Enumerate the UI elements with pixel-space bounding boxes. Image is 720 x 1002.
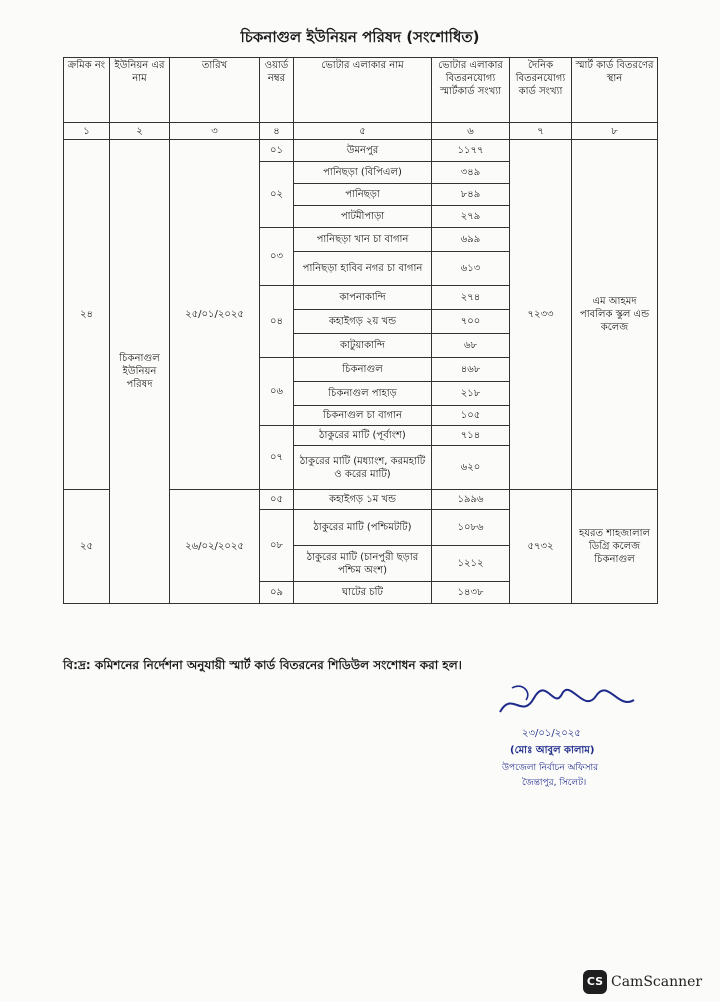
header-ward: ওয়ার্ড নম্বর (260, 58, 294, 123)
table-row (64, 140, 658, 162)
daily-count-cell: ৭২৩৩ (510, 140, 572, 490)
ward-cell: ০৬ (260, 358, 294, 426)
area-count: ৭১৪ (432, 426, 510, 446)
place-cell: হযরত শাহজালাল ডিগ্রি কলেজ চিকনাগুল (572, 490, 658, 604)
ward-cell: ০৯ (260, 582, 294, 604)
area-count: ৪৬৮ (432, 358, 510, 382)
area-name: উমনপুর (294, 140, 432, 162)
officer-place: জৈন্তাপুর, সিলেট। (522, 778, 587, 788)
header-daily: দৈনিক বিতরনযোগ্য কার্ড সংখ্যা (510, 58, 572, 123)
ward-cell: ০২ (260, 162, 294, 228)
area-name: পানিছড়া (294, 184, 432, 206)
area-name: কহাইগড় ১ম খন্ড (294, 490, 432, 510)
area-name: পাটমীপাড়া (294, 206, 432, 228)
camscanner-label: CamScanner (611, 974, 703, 990)
area-count: ১২১২ (432, 546, 510, 582)
area-name: চিকনাগুল পাহাড় (294, 382, 432, 406)
serial-cell: ২৫ (64, 490, 110, 604)
area-count: ১০৫ (432, 406, 510, 426)
daily-count-cell: ৫৭৩২ (510, 490, 572, 604)
header-place: স্মার্ট কার্ড বিতরণের স্থান (572, 58, 658, 123)
area-count: ৬১৩ (432, 252, 510, 286)
ward-cell: ০৪ (260, 286, 294, 358)
header-area: ভোটার এলাকার নাম (294, 58, 432, 123)
ward-cell: ০৩ (260, 228, 294, 286)
area-count: ৭০০ (432, 310, 510, 334)
area-name: ঘাটের চটি (294, 582, 432, 604)
col-num: ৩ (170, 123, 260, 140)
col-num: ৮ (572, 123, 658, 140)
area-name: চিকনাগুল চা বাগান (294, 406, 432, 426)
area-count: ৬৯৯ (432, 228, 510, 252)
col-num: ১ (64, 123, 110, 140)
header-row (64, 58, 658, 123)
officer-name: (মোঃ আবুল কালাম) (510, 745, 595, 756)
signature-scribble (492, 680, 642, 726)
page-title: চিকনাগুল ইউনিয়ন পরিষদ (সংশোধিত) (240, 28, 480, 46)
area-count: ১৯৯৬ (432, 490, 510, 510)
signature-date: ২৩/০১/২০২৫ (522, 728, 581, 739)
area-count: ১১৭৭ (432, 140, 510, 162)
area-count: ২৭৯ (432, 206, 510, 228)
area-name: পানিছড়া হাবিব নগর চা বাগান (294, 252, 432, 286)
area-name: ঠাকুরের মাটি (পূর্বাংশ) (294, 426, 432, 446)
schedule-table (63, 57, 658, 604)
area-name: কাটুয়াকান্দি (294, 334, 432, 358)
union-cell: চিকনাগুল ইউনিয়ন পরিষদ (110, 140, 170, 604)
header-card-count: ভোটার এলাকার বিতরনযোগ্য স্মার্টকার্ড সংখ্যা (432, 58, 510, 123)
column-number-row (64, 123, 658, 140)
col-num: ৭ (510, 123, 572, 140)
ward-cell: ০৮ (260, 510, 294, 582)
area-count: ১৪৩৮ (432, 582, 510, 604)
area-name: পানিছড়া (বিপিএল) (294, 162, 432, 184)
ward-cell: ০৫ (260, 490, 294, 510)
officer-designation: উপজেলা নির্বাচন অফিসার (502, 763, 599, 773)
serial-cell: ২৪ (64, 140, 110, 490)
place-cell: এম আহমদ পাবলিক স্কুল এন্ড কলেজ (572, 140, 658, 490)
area-name: ঠাকুরের মাটি (চানপুরী ছড়ার পশ্চিম অংশ) (294, 546, 432, 582)
area-count: ৬২০ (432, 446, 510, 490)
date-cell: ২৬/০২/২০২৫ (170, 490, 260, 604)
header-union: ইউনিয়ন এর নাম (110, 58, 170, 123)
camscanner-watermark (583, 970, 702, 994)
col-num: ২ (110, 123, 170, 140)
area-name: চিকনাগুল (294, 358, 432, 382)
ward-cell: ০১ (260, 140, 294, 162)
area-name: পানিছড়া খান চা বাগান (294, 228, 432, 252)
header-serial: ক্রমিক নং (64, 58, 110, 123)
area-count: ১০৮৬ (432, 510, 510, 546)
ward-cell: ০৭ (260, 426, 294, 490)
area-name: কাপনাকান্দি (294, 286, 432, 310)
area-count: ২৭৪ (432, 286, 510, 310)
date-cell: ২৫/০১/২০২৫ (170, 140, 260, 490)
col-num: ৬ (432, 123, 510, 140)
footnote: বি:দ্র: কমিশনের নির্দেশনা অনুযায়ী স্মার্ট কার্ড বিতরনের শিডিউল সংশোধন করা হল। (63, 658, 462, 672)
signature-block (492, 680, 662, 790)
col-num: ৫ (294, 123, 432, 140)
col-num: ৪ (260, 123, 294, 140)
area-name: কহাইগড় ২য় খন্ড (294, 310, 432, 334)
area-count: ৮৪৯ (432, 184, 510, 206)
area-count: ৬৮ (432, 334, 510, 358)
area-name: ঠাকুরের মাটি (পশ্চিমটটি) (294, 510, 432, 546)
area-count: ২১৮ (432, 382, 510, 406)
header-date: তারিখ (170, 58, 260, 123)
area-count: ৩৪৯ (432, 162, 510, 184)
area-name: ঠাকুরের মাটি (মধ্যাংশ, করমহাটি ও করের মাটি) (294, 446, 432, 490)
camscanner-icon: CS (583, 970, 607, 994)
